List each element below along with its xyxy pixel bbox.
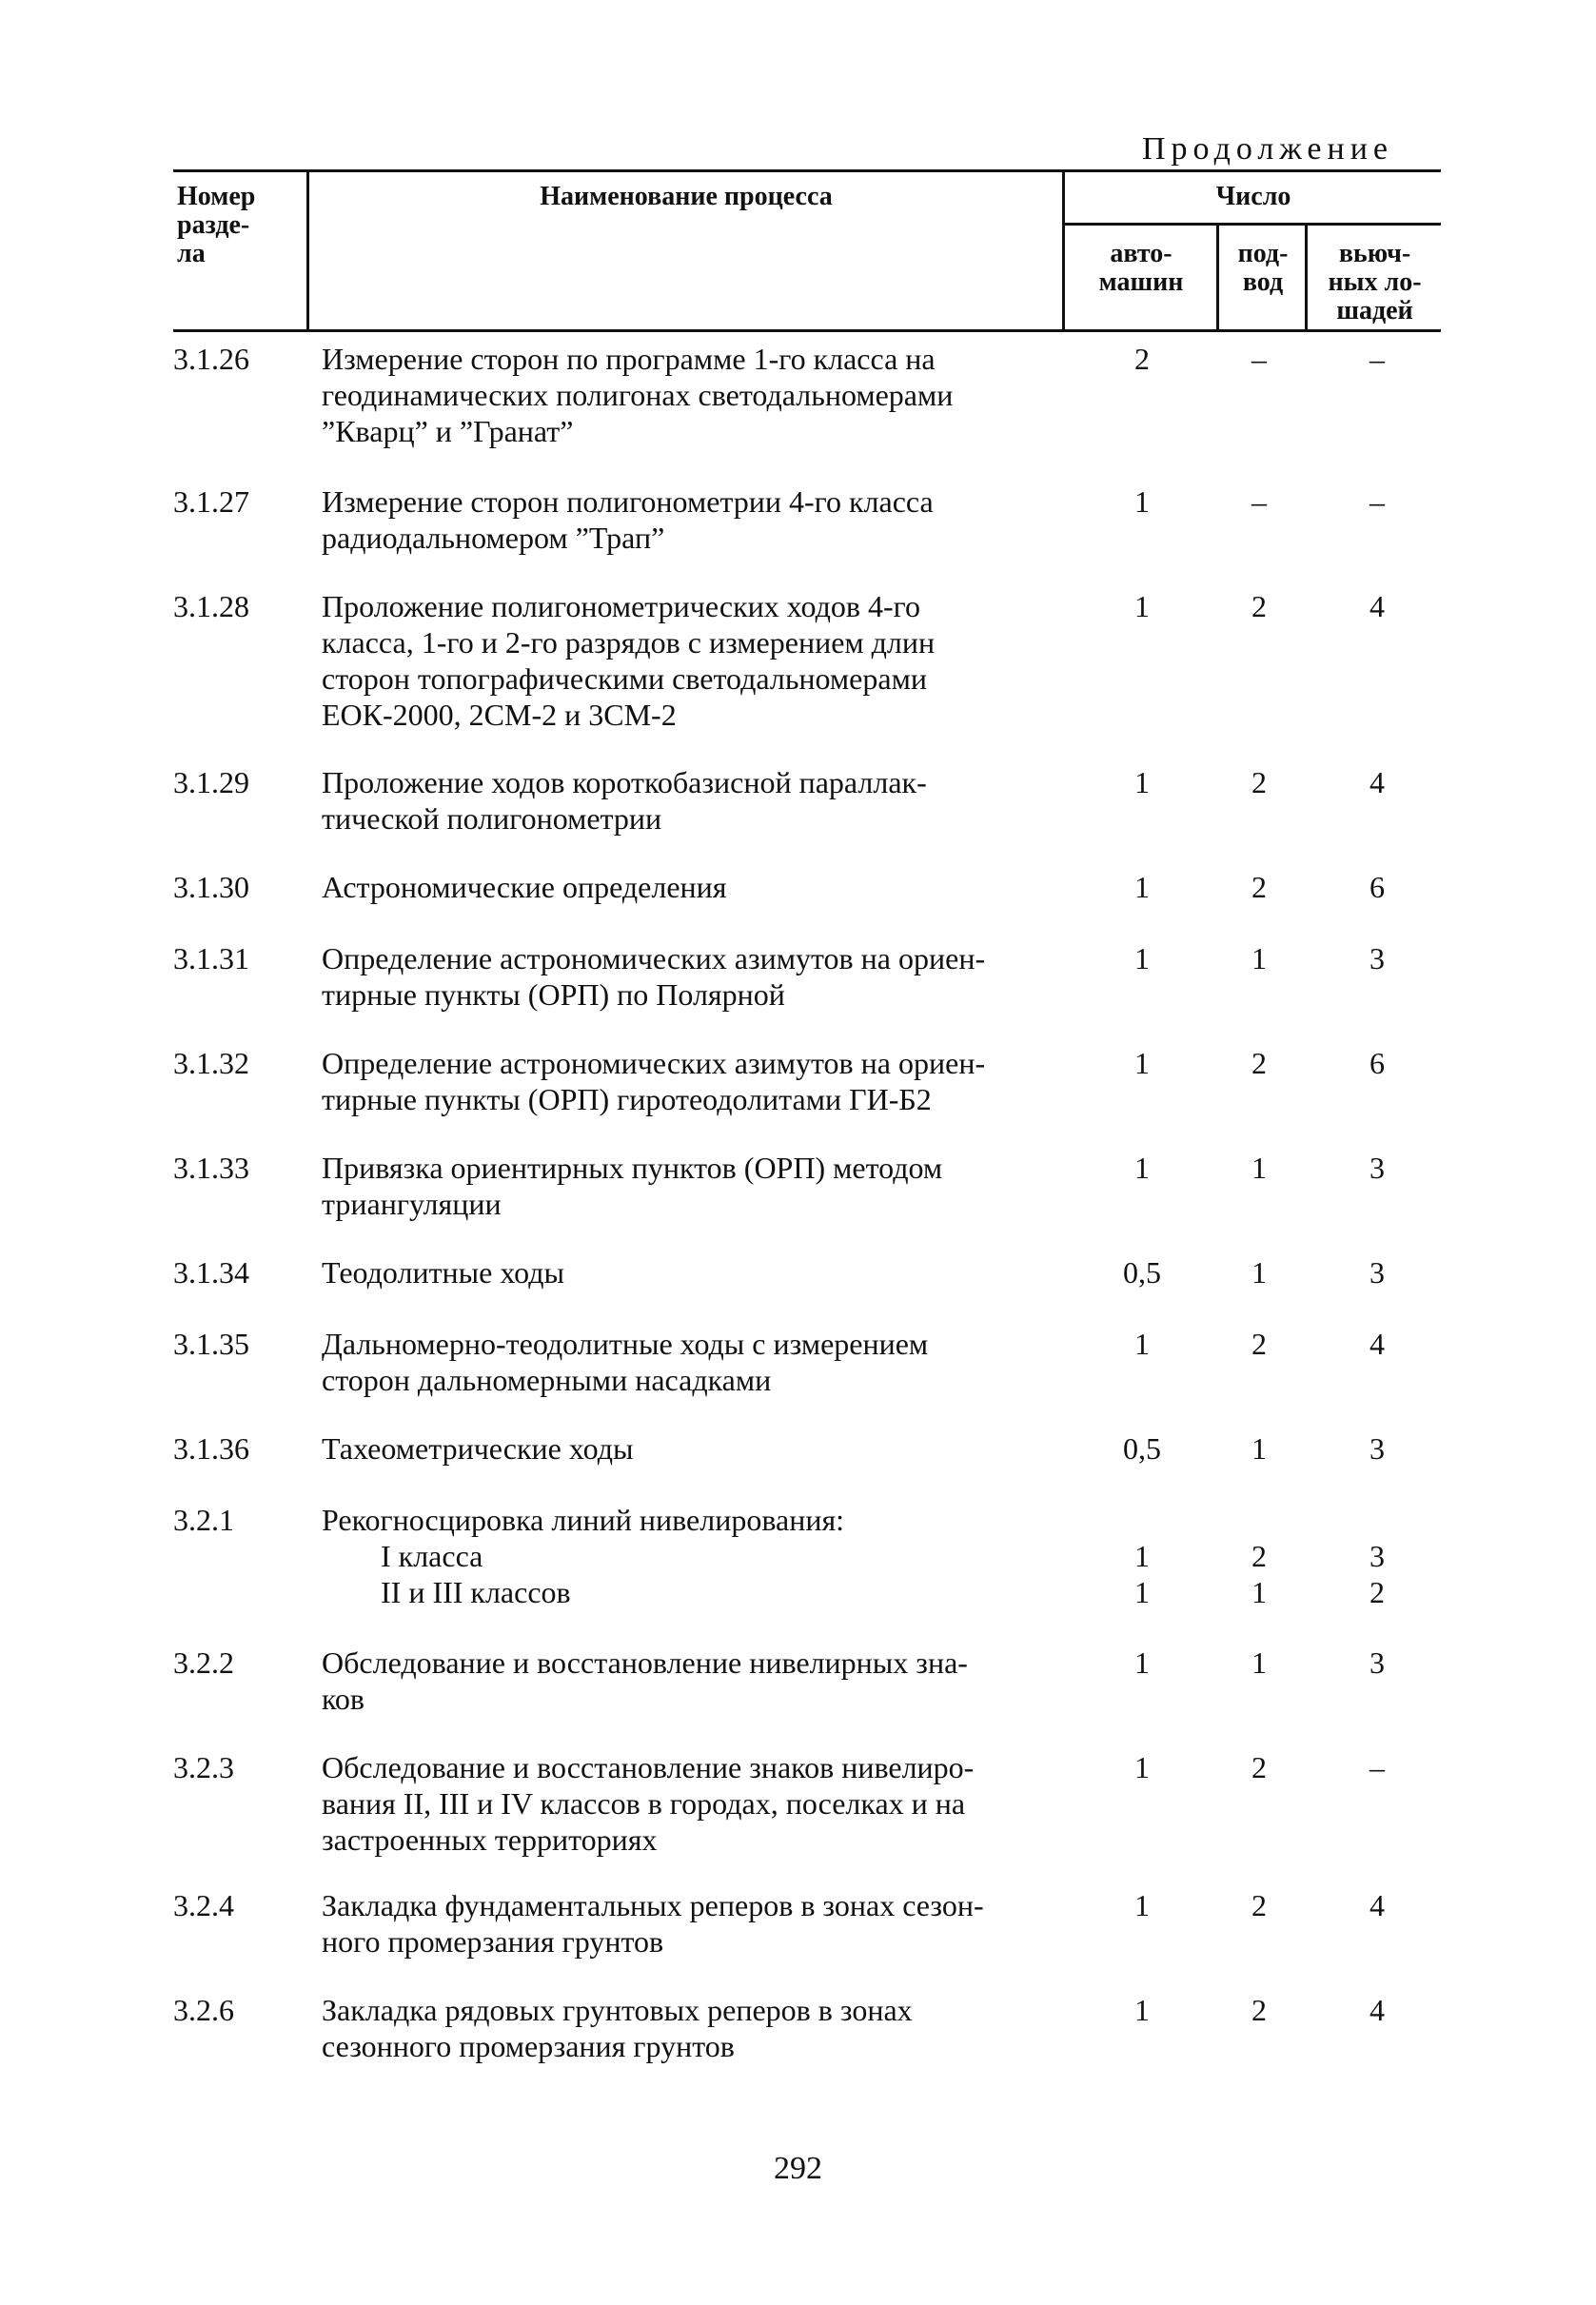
cars-count-value: 1 [1134,870,1150,904]
cars-count [1099,1430,1185,1467]
carts-count [1216,940,1302,976]
cars-count [1099,764,1185,800]
cars-count-value: 1 [1134,589,1150,623]
process-name-line: триангуляции [322,1187,502,1221]
cars-count [1099,940,1185,976]
pack-horses-count [1334,341,1420,377]
section-number: 3.1.28 [173,589,249,623]
pack-horses-count-value: 6 [1369,1046,1385,1080]
pack-horses-count-value: – [1369,484,1385,519]
pack-horses-count [1334,1326,1420,1362]
page-number: 292 [774,2151,822,2186]
process-name-line: класса, 1-го и 2-го разрядов с измерением длин [322,625,936,660]
cars-count [1099,588,1185,624]
process-name-line: Измерение сторон полигонометрии 4-го класса [322,484,934,519]
carts-count [1216,869,1302,905]
header-pack-horses: вьюч- ных ло- шадей [1328,239,1422,325]
carts-count-value: 1 [1251,1151,1267,1185]
carts-count-value: 1 [1251,1645,1267,1680]
cars-count [1099,1045,1185,1081]
carts-count-value: 2 [1251,1750,1267,1784]
pack-horses-count [1334,1045,1420,1081]
cars-count [1099,1645,1185,1681]
process-name-line: Рекогносцировка линий нивелирования: [322,1503,845,1537]
process-name [322,764,1074,837]
header-count: Число [1215,182,1291,211]
pack-horses-count-value: 3 [1369,1431,1385,1466]
cars-count-value: 1 [1134,1888,1150,1922]
cars-count-value: 1 [1134,1539,1150,1573]
process-name [322,1326,1074,1398]
section-number: 3.1.35 [173,1327,249,1361]
carts-count-value: – [1251,342,1267,376]
section-number: 3.2.4 [173,1888,234,1922]
pack-horses-count-value: 2 [1369,1575,1385,1609]
process-name-line: Проложение полигонометрических ходов 4-го [322,589,920,623]
process-name-line: сторон дальномерными насадками [322,1363,772,1397]
process-name-line: вания II, III и IV классов в городах, поселках и на [322,1786,966,1821]
carts-count [1216,1430,1302,1467]
process-name [322,1749,1074,1858]
carts-count [1216,1326,1302,1362]
section-number: 3.1.30 [173,870,249,904]
cars-count [1099,1749,1185,1785]
process-name [322,940,1074,1013]
header-cars: авто- машин [1098,239,1184,297]
cars-count-value: 0,5 [1123,1255,1161,1290]
cars-count-value: 1 [1134,1993,1150,2027]
carts-count-value: – [1251,484,1267,519]
header-carts: под- вод [1237,239,1289,297]
process-name-line: ков [322,1682,365,1716]
continuation-label: Продолжение [1142,131,1394,167]
section-number: 3.1.36 [173,1431,249,1466]
header-divider-1 [306,169,309,331]
process-name-line: сезонного промерзания грунтов [322,2029,735,2063]
process-name-line: II и III классов [381,1575,571,1609]
process-name [322,1430,1074,1467]
section-number: 3.2.3 [173,1750,234,1784]
carts-count [1216,483,1302,520]
carts-count-value: 1 [1251,1575,1267,1609]
pack-horses-count [1334,1150,1420,1186]
cars-count-value: 1 [1134,1645,1150,1680]
process-name [322,1254,1074,1290]
process-name [322,588,1074,733]
process-name-line: I класса [381,1539,483,1573]
carts-count [1216,1045,1302,1081]
pack-horses-count [1334,869,1420,905]
carts-count-value [1216,1502,1302,1538]
pack-horses-count-value [1334,1502,1420,1538]
pack-horses-count-value: – [1369,1750,1385,1784]
section-number: 3.1.32 [173,1046,249,1080]
cars-count [1099,1992,1185,2028]
process-name-line: Астрономические определения [322,870,727,904]
process-name-line: Теодолитные ходы [322,1255,565,1290]
carts-count [1216,588,1302,624]
section-number: 3.1.31 [173,941,249,975]
process-name-line: геодинамических полигонах светодальномерами [322,378,954,412]
pack-horses-count [1334,483,1420,520]
cars-count-value: 1 [1134,1575,1150,1609]
process-name [322,1645,1074,1717]
pack-horses-count-value: 3 [1369,1151,1385,1185]
carts-count [1216,1749,1302,1785]
pack-horses-count-value: 3 [1369,1539,1385,1573]
cars-count-value: 0,5 [1123,1431,1161,1466]
cars-count [1099,1150,1185,1186]
pack-horses-count-value: 6 [1369,870,1385,904]
section-number: 3.2.6 [173,1993,234,2027]
process-name [322,1992,1074,2064]
process-name-line: Проложение ходов короткобазисной параллак- [322,765,927,799]
process-name-line: Закладка фундаментальных реперов в зонах сезон- [322,1888,984,1922]
count-subheader-rule [1064,223,1441,226]
pack-horses-count [1334,1749,1420,1785]
header-section-number: Номер разде- ла [177,182,256,268]
process-name-line: радиодальномером ”Трап” [322,521,665,555]
pack-horses-count-value: – [1369,342,1385,376]
carts-count-value: 1 [1251,1431,1267,1466]
carts-count-value: 2 [1251,589,1267,623]
carts-count [1216,764,1302,800]
pack-horses-count [1334,1430,1420,1467]
cars-count [1099,1887,1185,1923]
process-name [322,1502,1074,1610]
section-number: 3.1.33 [173,1151,249,1185]
pack-horses-count-value: 3 [1369,1255,1385,1290]
process-name-line: тирные пункты (ОРП) гиротеодолитами ГИ-Б2 [322,1082,932,1116]
process-name-line: ного промерзания грунтов [322,1924,664,1959]
carts-count-value: 2 [1251,870,1267,904]
cars-count-value [1099,1502,1185,1538]
carts-count [1216,1254,1302,1290]
cars-count-value: 2 [1134,342,1150,376]
process-name-line: Тахеометрические ходы [322,1431,634,1466]
carts-count-value: 2 [1251,765,1267,799]
pack-horses-count [1334,1887,1420,1923]
pack-horses-count-value: 3 [1369,1645,1385,1680]
cars-count-value: 1 [1134,941,1150,975]
carts-count-value: 2 [1251,1327,1267,1361]
header-divider-3 [1216,223,1219,331]
pack-horses-count-value: 4 [1369,589,1385,623]
pack-horses-count [1334,1254,1420,1290]
process-name-line: Определение астрономических азимутов на ориен- [322,941,986,975]
header-process-name: Наименование процесса [540,182,833,211]
cars-count [1099,341,1185,377]
section-number: 3.2.1 [173,1503,234,1537]
carts-count-value: 2 [1251,1539,1267,1573]
process-name-line: Закладка рядовых грунтовых реперов в зонах [322,1993,913,2027]
cars-count [1099,483,1185,520]
carts-count-value: 1 [1251,941,1267,975]
process-name-line: Обследование и восстановление нивелирных зна- [322,1645,968,1680]
process-name-line: тирные пункты (ОРП) по Полярной [322,977,785,1012]
process-name [322,341,1074,449]
pack-horses-count-value: 4 [1369,765,1385,799]
carts-count-value: 2 [1251,1888,1267,1922]
cars-count [1099,1254,1185,1290]
section-number: 3.1.26 [173,342,249,376]
process-name-line: застроенных территориях [322,1822,658,1857]
section-number: 3.2.2 [173,1645,234,1680]
process-name [322,483,1074,556]
carts-count [1216,1887,1302,1923]
cars-count [1099,869,1185,905]
carts-count [1216,1150,1302,1186]
header-divider-2 [1062,169,1065,331]
carts-count-value: 2 [1251,1046,1267,1080]
pack-horses-count [1334,588,1420,624]
carts-count-value: 2 [1251,1993,1267,2027]
process-name-line: Определение астрономических азимутов на ориен- [322,1046,986,1080]
table-top-rule [173,169,1441,172]
cars-count [1099,1326,1185,1362]
carts-count [1216,1502,1302,1610]
pack-horses-count [1334,1645,1420,1681]
carts-count [1216,1992,1302,2028]
header-bottom-rule [173,329,1441,332]
cars-count-value: 1 [1134,1151,1150,1185]
process-name-line: ЕОК-2000, 2СМ-2 и 3СМ-2 [322,698,677,732]
carts-count [1216,341,1302,377]
process-name-line: Привязка ориентирных пунктов (ОРП) методом [322,1151,943,1185]
pack-horses-count [1334,940,1420,976]
carts-count [1216,1645,1302,1681]
carts-count-value: 1 [1251,1255,1267,1290]
pack-horses-count [1334,764,1420,800]
cars-count-value: 1 [1134,1046,1150,1080]
section-number: 3.1.29 [173,765,249,799]
cars-count-value: 1 [1134,765,1150,799]
section-number: 3.1.34 [173,1255,249,1290]
pack-horses-count-value: 4 [1369,1993,1385,2027]
cars-count [1099,1502,1185,1610]
pack-horses-count [1334,1502,1420,1610]
process-name [322,1045,1074,1117]
pack-horses-count-value: 3 [1369,941,1385,975]
process-name-line: Обследование и восстановление знаков нивелиро- [322,1750,975,1784]
pack-horses-count-value: 4 [1369,1327,1385,1361]
process-name-line: тической полигонометрии [322,801,662,836]
cars-count-value: 1 [1134,1327,1150,1361]
cars-count-value: 1 [1134,484,1150,519]
process-name [322,869,1074,905]
process-name [322,1150,1074,1222]
process-name [322,1887,1074,1960]
process-name-line: Измерение сторон по программе 1-го класса на [322,342,936,376]
pack-horses-count-value: 4 [1369,1888,1385,1922]
process-name-line: сторон топографическими светодальномерами [322,661,927,696]
process-name-line: Дальномерно-теодолитные ходы с измерением [322,1327,929,1361]
pack-horses-count [1334,1992,1420,2028]
process-name-line: ”Кварц” и ”Гранат” [322,414,574,448]
section-number: 3.1.27 [173,484,249,519]
cars-count-value: 1 [1134,1750,1150,1784]
